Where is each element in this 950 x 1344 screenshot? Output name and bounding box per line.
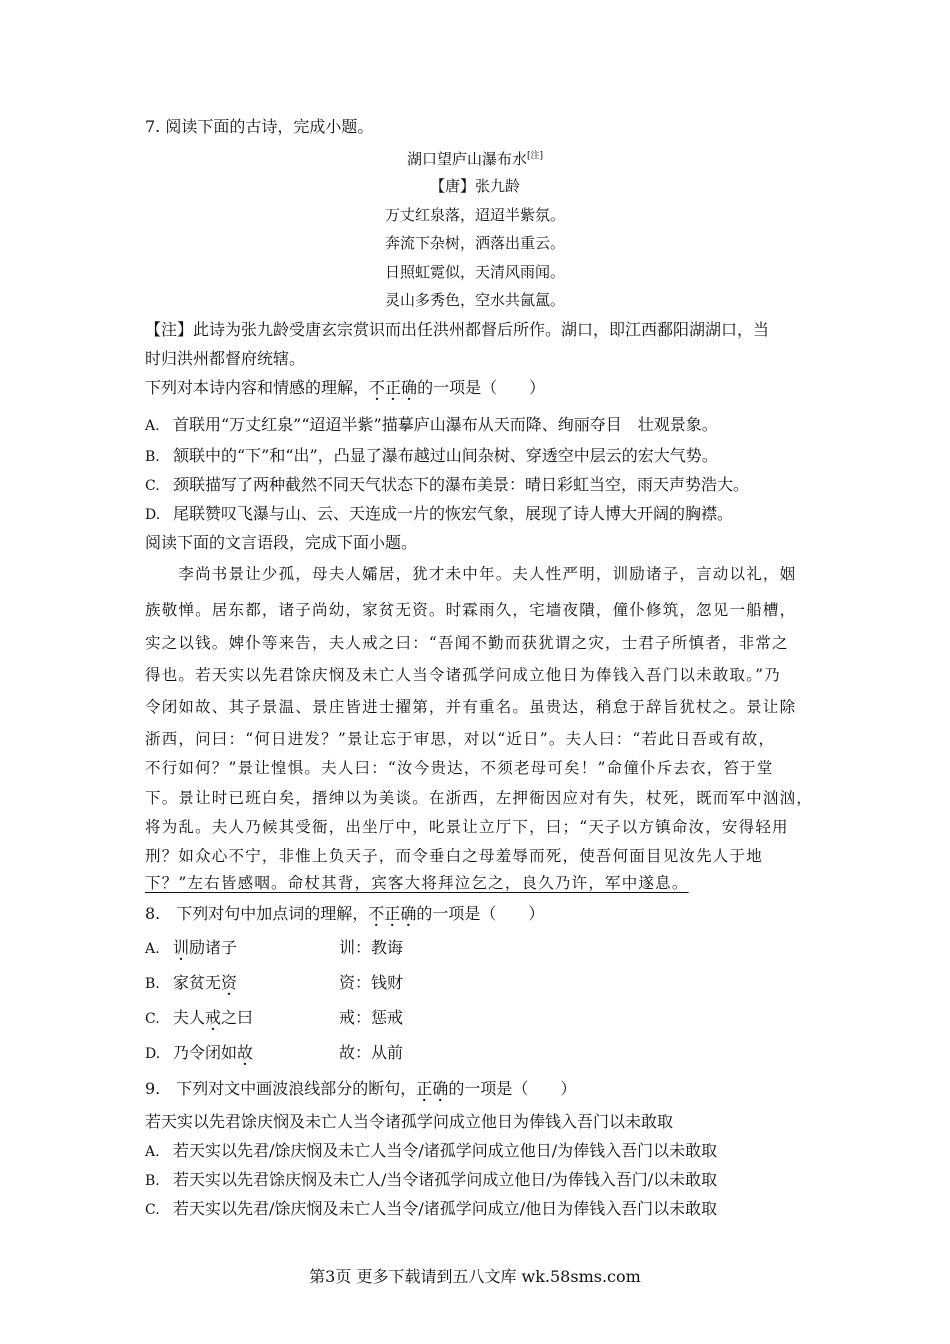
option-meaning: 资：钱财 [339,973,404,992]
passage-line: 下。景让时已班白矣，搢绅以为美谈。在浙西，左押衙因应对有失，杖死，既而军中汹汹， [145,789,814,807]
q7-option-b[interactable] [145,446,718,467]
emphasis-dot-char: 不 [368,904,385,923]
page-footer: 第3页 更多下载请到五八文库 wk.58sms.com [309,1267,641,1286]
poem-note: 时归洪州都督府统辖。 [145,349,306,368]
option-text: 颔联中的“下”和“出”，凸显了瀑布越过山间杂树、穿透空中层云的宏大气势。 [173,446,718,465]
emphasis-dot-char: 正 [384,904,401,923]
q9-option-c[interactable] [145,1199,717,1220]
emphasis-dot-char: 确 [400,904,417,923]
emphasis-dot-char: 正 [416,1079,433,1098]
emphasis-dot-char: 正 [385,378,402,397]
q7-question: 下列对本诗内容和情感的理解，不正确的一项是（ ） [145,378,546,397]
poem-line: 日照虹霓似，天清风雨闻。 [384,263,565,281]
emphasis-dot-char: 确 [401,378,418,397]
passage-line: 刑？如众心不宁，非惟上负天子，而令垂白之母羞辱而死，使吾何面目见汝先人于地 [145,847,763,865]
passage-line-underlined: 下？”左右皆感咽。命杖其背，宾客大将拜泣乞之，良久乃许，军中遂息。 [145,874,689,892]
emphasis-dot-char: 确 [432,1079,449,1098]
option-label: C. [145,1202,160,1218]
q9-question: 9. 下列对文中画波浪线部分的断句，正确的一项是（ ） [145,1079,577,1098]
option-meaning: 戒：惩戒 [339,1008,404,1027]
emphasis-dot-char: 训 [173,938,190,957]
option-text: 若天实以先君/馀庆悯及未亡人当令/诸孤学问成立他日/为俸钱入吾门以未敢取 [173,1141,718,1160]
option-label: B. [145,976,160,992]
option-phrase: 训励诸子 [173,938,238,957]
emphasis-dot-char: 资 [221,973,238,992]
passage-line: 实之以钱。婢仆等来告，夫人戒之曰：“吾闻不勤而获犹谓之灾，士君子所慎者，非常之 [145,634,789,652]
q9-option-b[interactable] [145,1170,717,1191]
emphasis-dot-char: 故 [237,1043,254,1062]
passage-line: 浙西，问曰：“何日进发？”景让忘于审思，对以“近日”。夫人曰：“若此日吾或有故， [145,730,776,748]
passage-line: 李尚书景让少孤，母夫人孀居，犹才未中年。夫人性严明，训励诸子，言动以礼，姻 [145,565,797,583]
emphasis-dot-char: 不 [369,378,386,397]
option-text: 若天实以先君/馀庆悯及未亡人当令/诸孤学问成立/他日为俸钱入吾门以未敢取 [173,1199,718,1218]
option-label: D. [145,507,161,523]
option-label: C. [145,478,160,494]
q7-option-a[interactable] [145,415,718,436]
passage-line: 令闭如故、其子景温、景庄皆进士擢第，并有重名。虽贵达，稍怠于辞旨犹杖之。景让除 [145,698,797,716]
q7-option-d[interactable] [145,504,733,525]
passage-line: 将为乱。夫人乃候其受衙，出坐厅中，叱景让立厅下，曰；“天子以方镇命汝，安得轻用 [145,818,789,836]
option-text: 尾联赞叹飞瀑与山、云、天连成一片的恢宏气象，展现了诗人博大开阔的胸襟。 [173,504,734,523]
option-label: D. [145,1046,161,1062]
q9-option-a[interactable] [145,1141,717,1162]
option-label: A. [145,1144,160,1160]
q8-option-b[interactable] [145,973,403,994]
poem-line: 奔流下杂树，洒落出重云。 [384,234,565,252]
option-text: 颈联描写了两种截然不同天气状态下的瀑布美景：晴日彩虹当空，雨天声势浩大。 [173,475,750,494]
passage-intro: 阅读下面的文言语段，完成下面小题。 [145,533,418,552]
poem-note: 【注】此诗为张九龄受唐玄宗赏识而出任洪州都督后所作。湖口，即江西鄱阳湖湖口，当 [145,320,770,339]
option-label: B. [145,449,160,465]
q9-sentence: 若天实以先君馀庆悯及未亡人当令诸孤学问成立他日为俸钱入吾门以未敢取 [145,1112,674,1131]
poem-note-mark: [注] [526,151,544,161]
q8-option-d[interactable] [145,1043,403,1064]
q7-prompt: 7. 阅读下面的古诗，完成小题。 [145,117,374,136]
passage-line: 族敬惮。居东都，诸子尚幼，家贫无资。时霖雨久，宅墙夜隤，僮仆修筑，忽见一船槽， [145,601,797,619]
option-label: C. [145,1011,160,1027]
poem-author: 【唐】张九龄 [429,177,520,195]
poem-title: 湖口望庐山瀑布水[注] [406,150,544,168]
option-text: 首联用“万丈红泉”“迢迢半紫”描摹庐山瀑布从天而降、绚丽夺目 壮观景象。 [173,415,718,434]
option-phrase: 乃令闭如故 [173,1043,254,1062]
option-phrase: 家贫无资 [173,973,238,992]
q8-question: 8. 下列对句中加点词的理解，不正确的一项是（ ） [145,904,545,923]
q7-option-c[interactable] [145,475,749,496]
option-label: A. [145,418,160,434]
option-meaning: 故：从前 [339,1043,404,1062]
passage-line: 得也。若天实以先君馀庆悯及未亡人当令诸孤学问成立他日为俸钱入吾门以未敢取。”乃 [145,666,781,684]
q8-option-c[interactable] [145,1008,403,1029]
option-phrase: 夫人戒之曰 [173,1008,254,1027]
option-label: A. [145,941,160,957]
option-text: 若天实以先君馀庆悯及未亡人/当令诸孤学问成立他日/为俸钱入吾门/以未敢取 [173,1170,718,1189]
emphasis-dot-char: 戒 [205,1008,222,1027]
option-meaning: 训：教诲 [339,938,404,957]
poem-line: 万丈红泉落，迢迢半紫氛。 [384,206,565,224]
q8-option-a[interactable] [145,938,403,959]
option-label: B. [145,1173,160,1189]
poem-line: 灵山多秀色，空水共氤氲。 [384,291,565,309]
passage-line: 不行如何？”景让惶惧。夫人曰：“汝今贵达，不须老母可矣！”命僮仆斥去衣，笞于堂 [145,759,774,777]
